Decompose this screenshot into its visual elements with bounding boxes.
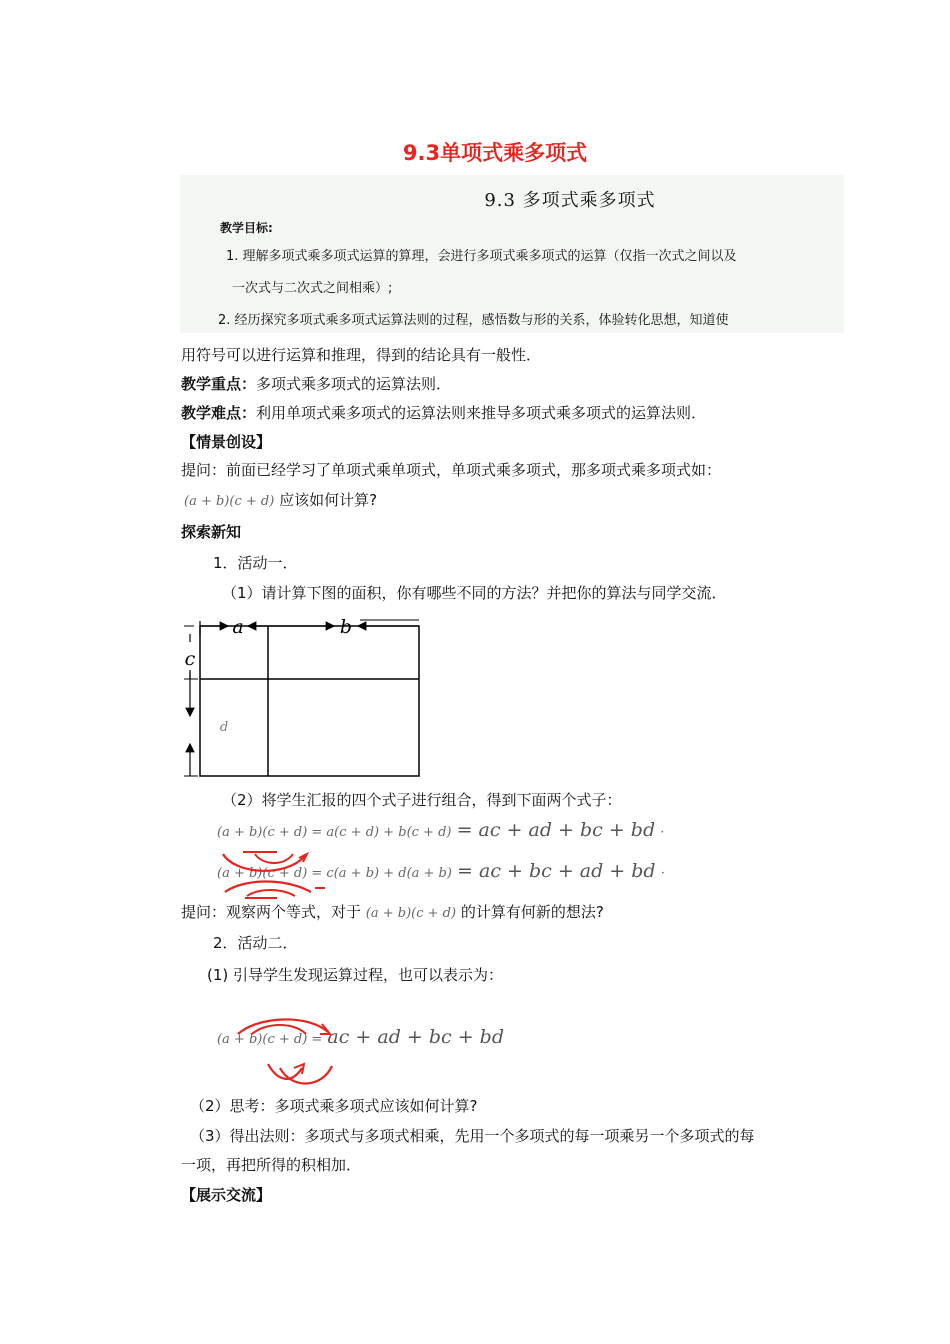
activity-2-question-1: (1) 引导学生发现运算过程，也可以表示为：: [207, 966, 504, 984]
equation-3-arrows: [228, 1012, 348, 1088]
difficulty-label: 教学难点：: [181, 404, 257, 422]
equation-3-left: (a + b)(c + d) =: [217, 1032, 323, 1047]
question-2: [181, 901, 604, 922]
equation-1-right: = ac + ad + bc + bd: [456, 819, 656, 841]
banner-heading: 9.3 多项式乘多项式: [484, 190, 656, 211]
section-show: 【展示交流】: [181, 1186, 272, 1204]
section-scenario: 【情景创设】: [181, 433, 272, 451]
equation-1: [217, 819, 664, 841]
question-2-expression: (a + b)(c + d): [365, 906, 457, 921]
label-c: c: [184, 648, 196, 670]
key-point-text: 多项式乘多项式的运算法则．: [256, 375, 452, 393]
activity-1-question-2: （2）将学生汇报的四个式子进行组合，得到下面两个式子：: [222, 791, 622, 809]
section-explore: 探索新知: [181, 523, 242, 541]
label-d: d: [219, 720, 229, 735]
difficulty-text: 利用单项式乘多项式的运算法则来推导多项式乘多项式的运算法则．: [256, 404, 707, 422]
activity-1-question-1: （1）请计算下图的面积，你有哪些不同的方法？并把你的算法与同学交流．: [222, 584, 727, 602]
area-figure: [180, 612, 430, 782]
outer-rectangle: [200, 626, 419, 776]
objective-line-3: 2. 经历探究多项式乘多项式运算法则的过程，感悟数与形的关系，体验转化思想，知道使: [218, 313, 729, 328]
question-1-tail: 应该如何计算?: [279, 491, 378, 509]
label-b: b: [339, 616, 353, 638]
activity-2-question-2: （2）思考：多项式乘多项式应该如何计算?: [190, 1097, 478, 1115]
equation-2-left: (a + b)(c + d) = c(a + b) + d(a + b): [217, 866, 452, 881]
key-point-label: 教学重点：: [181, 375, 257, 393]
activity-1-heading: 1．活动一．: [213, 554, 298, 572]
question-1-expression-line: [184, 489, 377, 510]
page-title: 9.3单项式乘多项式: [402, 141, 588, 165]
difficulty-point: [181, 402, 706, 423]
equation-2-right: = ac + bc + ad + bd: [457, 860, 656, 882]
equation-3-right: ac + ad + bc + bd: [327, 1026, 504, 1048]
objectives-label: 教学目标:: [220, 221, 273, 235]
objective-line-1: 1. 理解多项式乘多项式运算的算理，会进行多项式乘多项式的运算（仅指一次式之间以及: [226, 249, 737, 264]
question-1: 提问：前面已经学习了单项式乘单项式，单项式乘多项式，那多项式乘多项式如：: [181, 461, 722, 479]
activity-2-question-3-line-2: 一项，再把所得的积相加．: [181, 1156, 362, 1174]
equation-1-left: (a + b)(c + d) = a(c + d) + b(c + d): [217, 825, 452, 840]
equation-2-end: ·: [660, 866, 665, 881]
key-point: [181, 373, 451, 394]
question-2-tail: 的计算有何新的想法?: [460, 903, 604, 921]
expression-main: (a + b)(c + d): [184, 494, 275, 509]
paragraph-continued: 用符号可以进行运算和推理，得到的结论具有一般性．: [181, 346, 542, 364]
equation-2-arrows: [215, 848, 345, 900]
objectives-banner: [180, 175, 844, 333]
objective-line-2: 一次式与二次式之间相乘）;: [232, 281, 393, 296]
question-2-head: 提问：观察两个等式，对于: [181, 903, 362, 921]
activity-2-heading: 2．活动二．: [213, 934, 298, 952]
equation-1-end: ·: [660, 825, 665, 840]
label-a: a: [232, 616, 244, 638]
activity-2-question-3-line-1: （3）得出法则：多项式与多项式相乘，先用一个多项式的每一项乘另一个多项式的每: [190, 1127, 755, 1145]
